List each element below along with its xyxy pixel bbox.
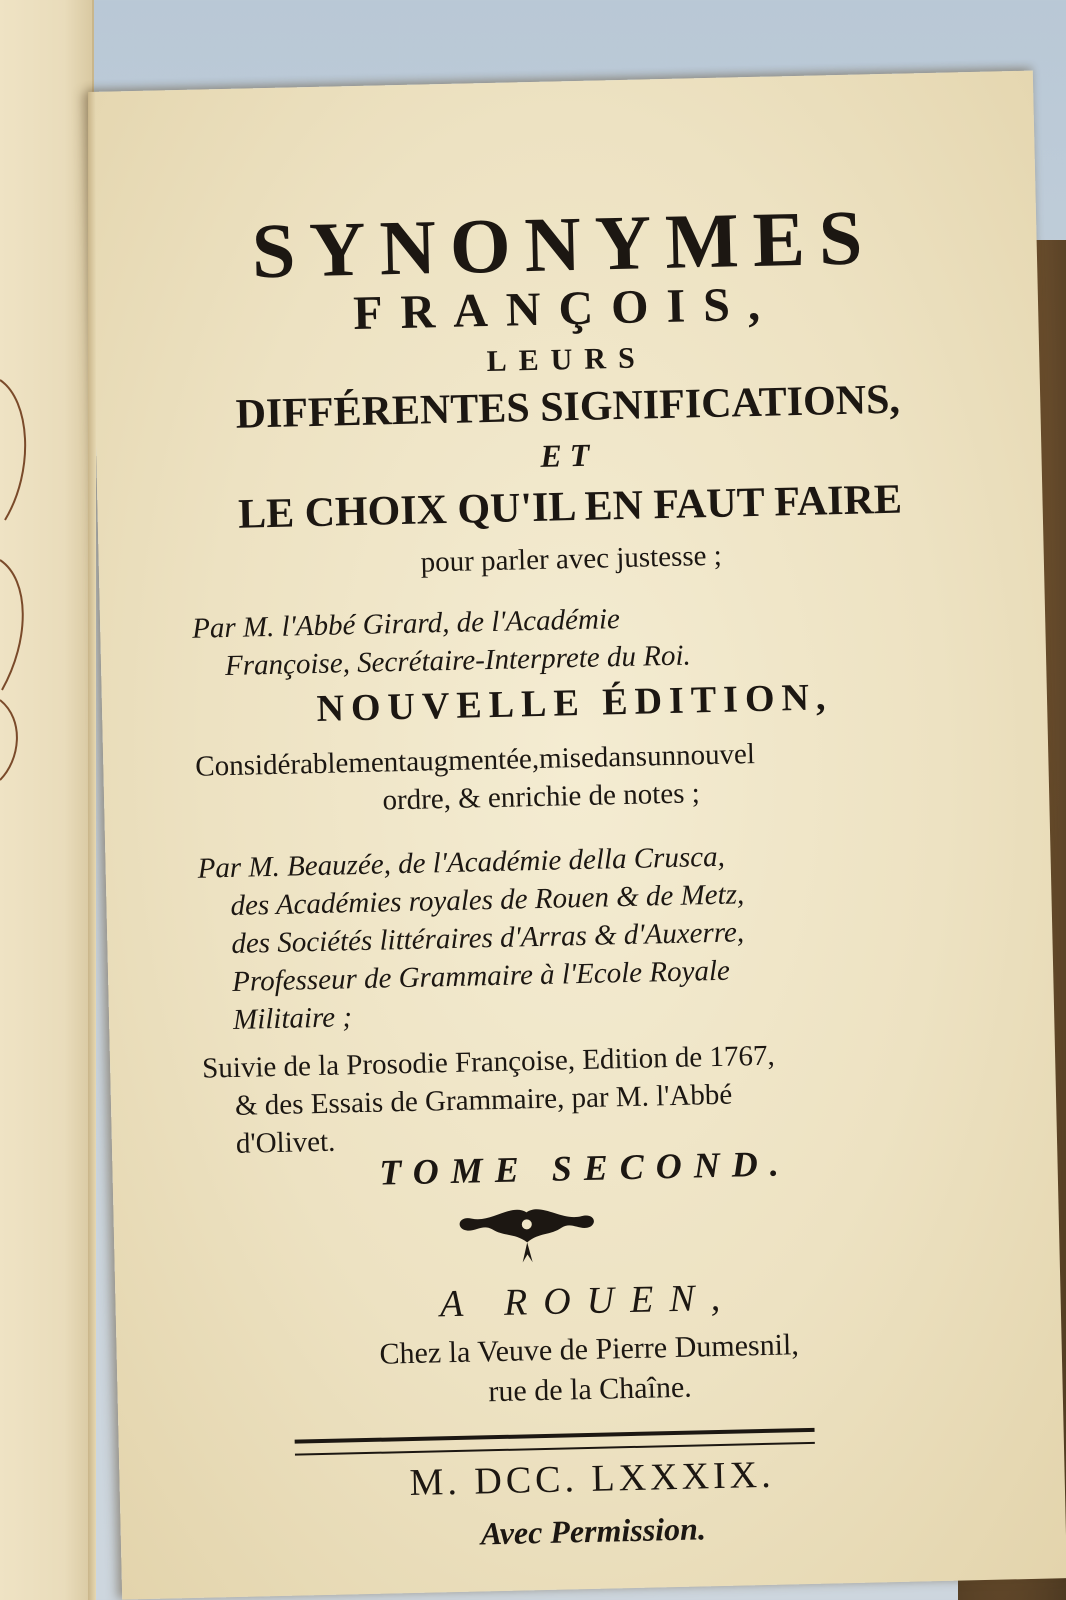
ornament-icon xyxy=(451,1201,602,1268)
et-line: ET xyxy=(540,436,598,474)
tome-line: TOME SECOND. xyxy=(378,1143,792,1193)
beauzee-block xyxy=(197,834,891,1040)
beauzee-line: Par M. Beauzée, de l'Académie della Crusca, xyxy=(197,840,726,885)
handwriting-marks xyxy=(0,0,92,1600)
parler-line: pour parler avec justesse ; xyxy=(420,539,723,579)
augmentee-line: ordre, & enrichie de notes ; xyxy=(382,777,701,817)
beauzee-line: des Sociétés littéraires d'Arras & d'Auxerre, xyxy=(231,916,745,960)
permission-line: Avec Permission. xyxy=(480,1510,707,1552)
publisher-line: Chez la Veuve de Pierre Dumesnil, xyxy=(379,1328,800,1371)
year-line: M. DCC. LXXXIX. xyxy=(409,1453,776,1505)
double-rule xyxy=(295,1428,815,1456)
choix-line: LE CHOIX QU'IL EN FAUT FAIRE xyxy=(237,476,903,538)
title-page xyxy=(88,71,1066,1600)
publisher-line: rue de la Chaîne. xyxy=(488,1370,693,1409)
place-line: A ROUEN, xyxy=(439,1276,737,1326)
edition-line: NOUVELLE ÉDITION, xyxy=(316,676,833,730)
title: SYNONYMES xyxy=(250,193,878,295)
augmentee-block xyxy=(195,732,887,824)
augmentee-line: Considérablementaugmentée,misedansunnouvel xyxy=(194,738,756,783)
subtitle: FRANÇOIS, xyxy=(352,277,779,341)
beauzee-line: Militaire ; xyxy=(232,1001,353,1036)
author-line: Par M. l'Abbé Girard, de l'Académie xyxy=(191,603,621,645)
suivie-line: Suivie de la Prosodie Françoise, Edition de 1767, xyxy=(201,1039,776,1085)
suivie-line: d'Olivet. xyxy=(235,1125,336,1160)
differentes-line: DIFFÉRENTES SIGNIFICATIONS, xyxy=(235,376,901,438)
beauzee-line: des Académies royales de Rouen & de Metz, xyxy=(230,878,745,922)
beauzee-line: Professeur de Grammaire à l'Ecole Royale xyxy=(231,954,731,998)
left-facing-page xyxy=(0,0,94,1600)
page-edge xyxy=(88,92,96,1600)
suivie-line: & des Essais de Grammaire, par M. l'Abbé xyxy=(234,1078,733,1122)
author-block xyxy=(192,594,884,686)
leurs-line: LEURS xyxy=(486,341,648,379)
author-line: Françoise, Secrétaire-Interprete du Roi. xyxy=(224,639,692,683)
